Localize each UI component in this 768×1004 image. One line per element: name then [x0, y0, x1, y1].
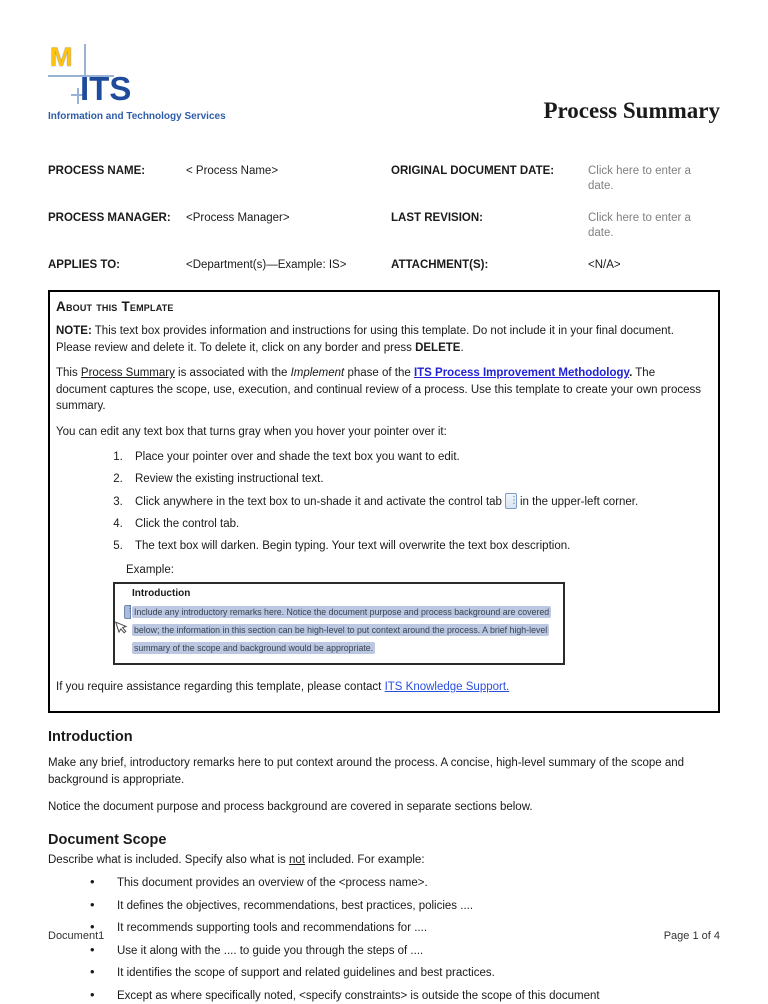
process-name-label: PROCESS NAME:: [48, 165, 146, 177]
about-template-box: [48, 290, 720, 713]
mouse-pointer-icon: [115, 620, 128, 640]
scope-bullet: • It defines the objectives, recommendations, best practices, policies ....: [90, 898, 720, 914]
methodology-link[interactable]: ITS Process Improvement Methodology: [413, 367, 630, 379]
step-2: 2. Review the existing instructional text.: [126, 471, 706, 487]
example-textbox: [113, 582, 565, 665]
content-control-handle-icon: [124, 605, 131, 619]
edit-steps-list: [56, 449, 706, 554]
page-title: Process Summary: [543, 98, 720, 123]
edit-intro-line: You can edit any text box that turns gray when you hover your pointer over it:: [56, 425, 447, 438]
assoc-text-4: The document captures the scope, use, execution, and continual review of a process. Use this template to create your own process summary.: [56, 367, 701, 412]
scope-intro-text-1: Describe what is included. Specify also what is: [48, 853, 289, 866]
logo-block-m: M: [50, 42, 72, 72]
example-selected-text: Include any introductory remarks here. Notice the document purpose and process background are covered below; the information in this section can be high-level to put context around the process. A brief high-level summary of the scope and background would be appropriate.: [134, 607, 550, 653]
scope-bullet: • It recommends supporting tools and recommendations for ....: [90, 920, 720, 936]
note-text-end: .: [460, 341, 464, 354]
introduction-heading: Introduction: [48, 728, 133, 745]
about-association-paragraph: [56, 365, 706, 415]
introduction-paragraph-1: Make any brief, introductory remarks here to put context around the process. A concise, high-level summary of the scope and background is appropriate.: [48, 756, 685, 786]
process-manager-value[interactable]: <Process Manager>: [186, 212, 290, 224]
scope-bullet: • Except as where specifically noted, <specify constraints> is outside the scope of this document: [90, 988, 720, 1004]
assoc-period: .: [629, 367, 633, 379]
implement-term: Implement: [290, 367, 345, 379]
control-tab-icon: [505, 493, 517, 509]
example-label: Example:: [126, 564, 174, 576]
last-revision-picker[interactable]: Click here to enter a date.: [588, 212, 691, 239]
assoc-text-3: phase of the: [344, 367, 414, 379]
page-footer: [48, 930, 720, 942]
note-label: NOTE:: [56, 325, 92, 337]
process-summary-term: Process Summary: [80, 367, 175, 379]
not-word: not: [288, 853, 305, 866]
document-scope-heading: Document Scope: [48, 831, 167, 848]
scope-bullet: • It identifies the scope of support and related guidelines and best practices.: [90, 965, 720, 981]
process-meta-table: [48, 164, 720, 273]
introduction-paragraph-2: Notice the document purpose and process background are covered in separate sections below.: [48, 800, 533, 813]
scope-intro-text-2: included. For example:: [304, 853, 425, 866]
attachments-label: ATTACHMENT(S):: [391, 259, 489, 271]
delete-keyword: DELETE: [415, 341, 461, 354]
assoc-text-2: is associated with the: [174, 367, 291, 379]
about-template-heading: About this Template: [56, 299, 174, 314]
scope-bullet: • Use it along with the .... to guide you through the steps of ....: [90, 943, 720, 959]
about-note-paragraph: [56, 323, 706, 356]
logo-its-text: ITS: [80, 70, 132, 107]
step-4: 4. Click the control tab.: [126, 516, 706, 532]
page-header: [48, 44, 720, 132]
applies-to-label: APPLIES TO:: [48, 259, 120, 271]
assistance-text: If you require assistance regarding this template, please contact: [56, 681, 385, 693]
step-3: [126, 493, 706, 510]
logo-cross-tick-vertical: [77, 88, 79, 104]
knowledge-support-link[interactable]: ITS Knowledge Support.: [384, 681, 510, 693]
step-1: 1. Place your pointer over and shade the text box you want to edit.: [126, 449, 706, 465]
process-name-value[interactable]: < Process Name>: [186, 165, 279, 177]
logo-tagline: Information and Technology Services: [48, 111, 226, 122]
step-3-text-pre: Click anywhere in the text box to un-shade it and activate the control tab: [135, 496, 502, 508]
applies-to-value[interactable]: <Department(s)—Example: IS>: [186, 259, 347, 271]
assoc-text-1: This: [56, 367, 81, 379]
original-date-picker[interactable]: Click here to enter a date.: [588, 165, 691, 192]
step-3-text-post: in the upper-left corner.: [519, 496, 639, 508]
example-heading: Introduction: [132, 588, 191, 599]
original-date-label: ORIGINAL DOCUMENT DATE:: [391, 165, 555, 177]
attachments-value[interactable]: <N/A>: [588, 259, 621, 271]
assistance-line: [56, 679, 706, 696]
step-5: 5. The text box will darken. Begin typing. Your text will overwrite the text box description.: [126, 538, 706, 554]
last-revision-label: LAST REVISION:: [391, 212, 484, 224]
process-manager-label: PROCESS MANAGER:: [48, 212, 171, 224]
note-text: This text box provides information and instructions for using this template. Do not include it in your final document. Please review and delete it. To delete it, click on any border and press: [56, 325, 674, 354]
its-logo: [48, 44, 258, 132]
footer-page-number: Page 1 of 4: [663, 930, 720, 942]
footer-filename: Document1: [48, 930, 105, 942]
scope-bullet: • This document provides an overview of the <process name>.: [90, 875, 720, 891]
scope-intro-line: [48, 852, 720, 869]
